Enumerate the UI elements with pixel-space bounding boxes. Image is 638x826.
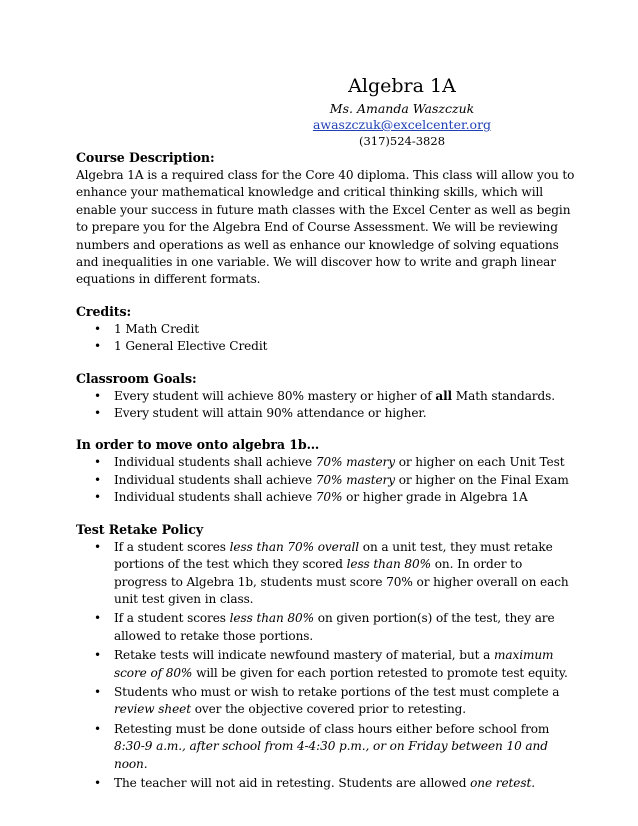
bullet-icon: • — [94, 388, 102, 403]
bullet-icon: • — [94, 339, 102, 354]
retake-policy-section — [76, 521, 578, 793]
credits-heading: Credits: — [76, 303, 132, 319]
bullet-icon: • — [94, 490, 102, 505]
bullet-icon: • — [94, 775, 102, 790]
list-item: • Individual students shall achieve 70% or higher grade in Algebra 1A — [76, 489, 578, 506]
bullet-icon: • — [94, 321, 102, 336]
list-item: • 1 Math Credit — [76, 321, 578, 338]
bullet-icon: • — [94, 539, 102, 554]
list-item: • The teacher will not aid in retesting. Students are allowed one retest. — [76, 775, 578, 792]
bullet-icon: • — [94, 684, 102, 699]
classroom-goals-heading: Classroom Goals: — [76, 370, 197, 386]
list-item: • Retake tests will indicate newfound mastery of material, but a maximum score of 80% will be given for each portion retested to promote test equity. — [94, 648, 568, 680]
document-header — [76, 74, 578, 149]
list-item: • Retesting must be done outside of class hours either before school from 8:30-9 a.m., after school from 4-4:30 p.m., or on Friday between 10 and noon. — [94, 721, 550, 771]
bullet-icon: • — [94, 406, 102, 421]
list-item: • Individual students shall achieve 70% mastery or higher on each Unit Test — [76, 454, 578, 471]
retake-policy-heading: Test Retake Policy — [76, 521, 204, 537]
page-title: Algebra 1A — [348, 75, 456, 97]
course-description-text: Algebra 1A is a required class for the Core 40 diploma. This class will allow you to enhance your mathematical knowledge and critical thinking skills, which will enable your success in future math classes with the Excel Center as well as begin to prepare you for the Algebra End of Course Assessment. We will be reviewing numbers and operations as well as enhance our knowledge of solving equations and inequalities in one variable. We will discover how to write and graph linear equations in different formats. — [76, 168, 575, 287]
list-item: • Students who must or wish to retake portions of the test must complete a review sheet over the objective covered prior to retesting. — [94, 684, 560, 717]
list-item: • Every student will attain 90% attendance or higher. — [76, 405, 578, 422]
list-item: • If a student scores less than 70% overall on a unit test, they must retake portions of the test which they scored less than 80% on. In order to progress to Algebra 1b, students must score 70% or higher overall on each unit test given in class. — [94, 539, 569, 606]
bullet-icon: • — [94, 648, 102, 663]
move-on-heading: In order to move onto algebra 1b… — [76, 437, 320, 453]
list-item: • If a student scores less than 80% on given portion(s) of the test, they are allowed to retake those portions. — [94, 611, 555, 643]
classroom-goals-section — [76, 370, 578, 423]
list-item: • Every student will achieve 80% mastery or higher of all Math standards. — [76, 388, 578, 405]
course-description-section — [76, 149, 578, 289]
bullet-icon: • — [94, 472, 102, 487]
bullet-icon: • — [94, 611, 102, 626]
teacher-phone: (317)524-3828 — [358, 134, 446, 148]
list-item: • 1 General Elective Credit — [76, 338, 578, 355]
credits-section — [76, 303, 578, 356]
teacher-name: Ms. Amanda Waszczuk — [329, 101, 475, 116]
course-description-heading: Course Description: — [76, 150, 215, 165]
list-item: • Individual students shall achieve 70% mastery or higher on the Final Exam — [76, 472, 578, 489]
move-on-section — [76, 436, 578, 506]
teacher-email-link[interactable]: awaszczuk@excelcenter.org — [312, 117, 492, 132]
bullet-icon: • — [94, 455, 102, 470]
bullet-icon: • — [94, 721, 102, 736]
